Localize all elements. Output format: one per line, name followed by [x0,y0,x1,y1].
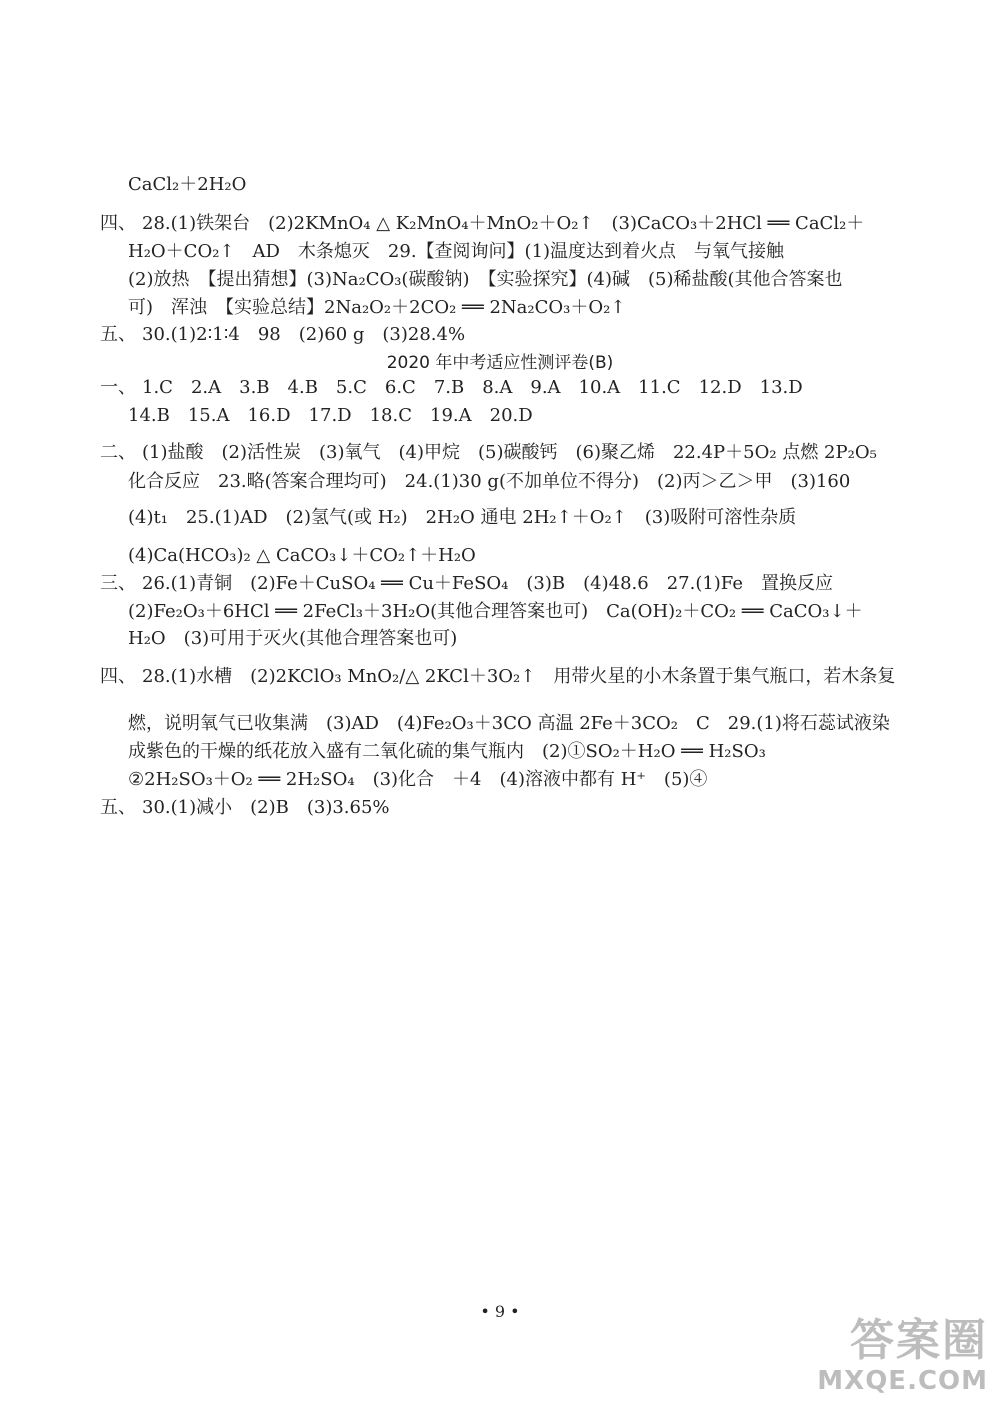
line-text: (4)Ca(HCO₃)₂ △ CaCO₃↓＋CO₂↑＋H₂O [128,545,476,566]
line-text: (2)Fe₂O₃＋6HCl ══ 2FeCl₃＋3H₂O(其他合理答案也可) Ca(OH)₂＋CO₂ ══ CaCO₃↓＋ [128,601,863,622]
answer-line [0,662,1000,692]
answer-line [0,209,1000,239]
line-text: ②2H₂SO₃＋O₂ ══ 2H₂SO₄ (3)化合 ＋4 (4)溶液中都有 H⁺ (5)④ [128,769,708,790]
answer-line [0,624,1000,654]
answer-line [0,401,1000,431]
line-prefix: 二、 [100,442,136,463]
line-text: 26.(1)青铜 (2)Fe＋CuSO₄ ══ Cu＋FeSO₄ (3)B (4)48.6 27.(1)Fe 置换反应 [142,573,833,594]
section-title: 2020 年中考适应性测评卷(B) [386,353,614,373]
line-text: 28.(1)铁架台 (2)2KMnO₄ △ K₂MnO₄＋MnO₂＋O₂↑ (3)CaCO₃＋2HCl ══ CaCl₂＋ [142,213,865,234]
answer-line [0,170,1000,200]
answer-line [0,320,1000,350]
line-text: 燃，说明氧气已收集满 (3)AD (4)Fe₂O₃＋3CO 高温 2Fe＋3CO₂ C 29.(1)将石蕊试液染 [128,713,890,734]
answer-line [0,793,1000,823]
line-text: 1.C 2.A 3.B 4.B 5.C 6.C 7.B 8.A 9.A 10.A 11.C 12.D 13.D [142,377,803,398]
answer-line [0,438,1000,468]
answer-line [0,265,1000,295]
answer-line [0,237,1000,267]
answer-line [0,709,1000,739]
line-text: (2)放热 【提出猜想】(3)Na₂CO₃(碳酸钠) 【实验探究】(4)碱 (5)稀盐酸(其他合答案也 [128,269,843,290]
line-text: CaCl₂＋2H₂O [128,174,247,195]
line-prefix: 三、 [100,573,136,594]
answer-line [0,503,1000,533]
page-number: • 9 • [480,1302,520,1321]
line-prefix: 一、 [100,377,136,398]
answer-line [0,765,1000,795]
line-text: 成紫色的干燥的纸花放入盛有二氧化硫的集气瓶内 (2)①SO₂＋H₂O ══ H₂SO₃ [128,741,766,762]
answer-line [0,293,1000,323]
watermark-text-top: 答案圈 [850,1315,988,1366]
line-prefix: 四、 [100,213,136,234]
answer-line [0,569,1000,599]
line-text: (1)盐酸 (2)活性炭 (3)氧气 (4)甲烷 (5)碳酸钙 (6)聚乙烯 22.4P＋5O₂ 点燃 2P₂O₅ [142,442,877,463]
line-prefix: 五、 [100,797,136,818]
line-text: (4)t₁ 25.(1)AD (2)氢气(或 H₂) 2H₂O 通电 2H₂↑＋O₂↑ (3)吸附可溶性杂质 [128,507,797,528]
answer-line [0,737,1000,767]
line-text: 30.(1)2∶1∶4 98 (2)60 g (3)28.4% [142,324,466,345]
line-prefix: 四、 [100,666,136,687]
answer-line [0,373,1000,403]
answer-line [0,541,1000,571]
watermark-logo [738,1316,988,1406]
line-text: 可) 浑浊 【实验总结】2Na₂O₂＋2CO₂ ══ 2Na₂CO₃＋O₂↑ [128,297,626,318]
line-text: 化合反应 23.略(答案合理均可) 24.(1)30 g(不加单位不得分) (2)丙＞乙＞甲 (3)160 [128,471,851,492]
answer-line [0,597,1000,627]
line-text: H₂O＋CO₂↑ AD 木条熄灭 29.【查阅询问】(1)温度达到着火点 与氧气接触 [128,241,785,262]
line-prefix: 五、 [100,324,136,345]
answer-line [0,467,1000,497]
line-text: 28.(1)水槽 (2)2KClO₃ MnO₂/△ 2KCl＋3O₂↑ 用带火星的小木条置于集气瓶口，若木条复 [142,666,896,687]
watermark-text-bottom: MXQE.COM [817,1366,988,1396]
line-text: H₂O (3)可用于灭火(其他合理答案也可) [128,628,458,649]
line-text: 14.B 15.A 16.D 17.D 18.C 19.A 20.D [128,405,533,426]
line-text: 30.(1)减小 (2)B (3)3.65% [142,797,390,818]
